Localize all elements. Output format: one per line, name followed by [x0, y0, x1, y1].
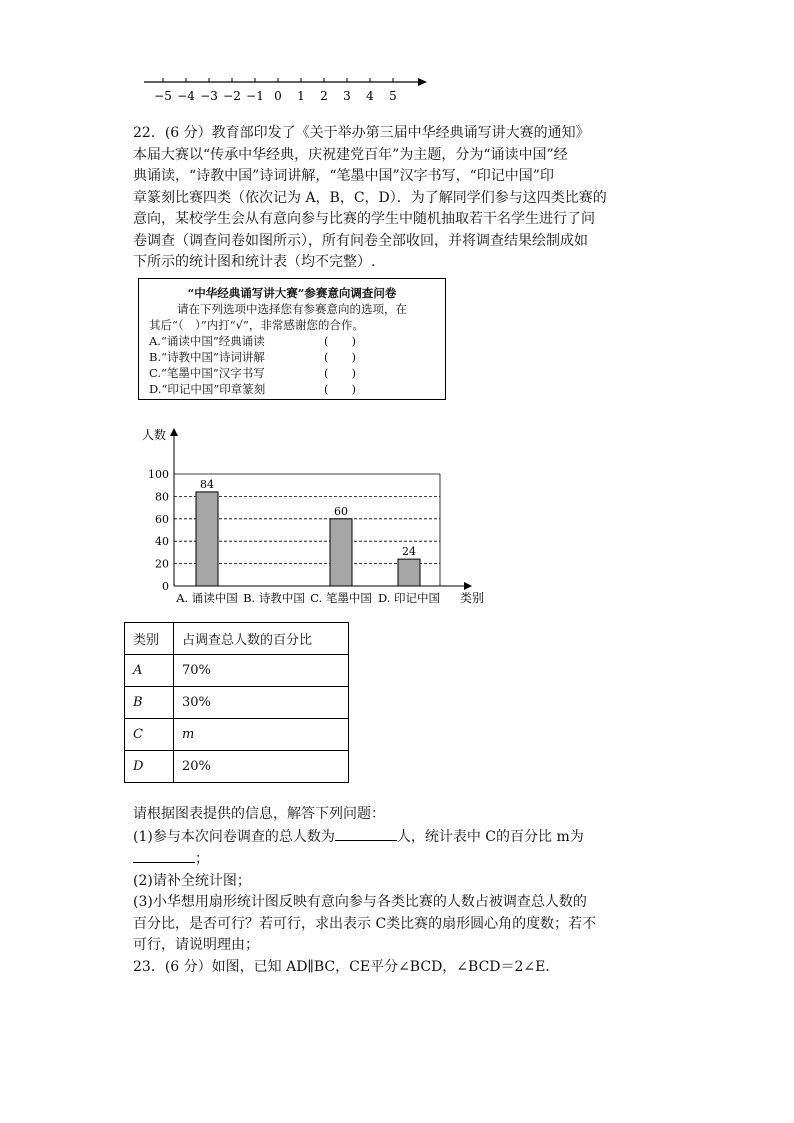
q1-part-b: 人，统计表中 C的百分比 m为: [396, 828, 584, 845]
option-label: D.“印记中国”印章篆刻: [149, 382, 266, 396]
x-tick-label: D. 印记中国: [377, 591, 441, 605]
y-tick-label: 60: [155, 512, 169, 526]
option-label: A.“诵读中国”经典诵读: [149, 334, 265, 348]
answer-blank: [335, 826, 397, 841]
questions-block: [133, 804, 673, 978]
table-cell: C: [125, 719, 174, 751]
table-cell: 30%: [174, 687, 349, 719]
bar-value-label: 84: [200, 477, 214, 491]
question-3-line: (3)小华想用扇形统计图反映有意向参与各类比赛的人数占被调查总人数的: [133, 894, 587, 910]
survey-option-d: [149, 381, 435, 397]
q22-line: 本届大赛以“传承中华经典，庆祝建党百年”为主题，分为“诵读中国”经: [133, 146, 568, 163]
number-line-label: 4: [366, 89, 374, 103]
table-cell: 70%: [174, 655, 349, 687]
bar: [330, 519, 352, 586]
q1-part-a: (1)参与本次问卷调查的总人数为: [133, 828, 335, 845]
table-cell: m: [174, 719, 349, 751]
y-axis-arrow: [170, 428, 178, 436]
x-axis-arrow: [464, 582, 472, 590]
number-line-label: −5: [154, 89, 172, 103]
option-paren: ( ): [324, 382, 356, 396]
q22-line: 卷调查（调查问卷如图所示），所有问卷全部收回，并将调查结果绘制成如: [133, 232, 588, 249]
answer-blank: [133, 848, 195, 863]
survey-intro-1: 请在下列选项中选择您有参赛意向的选项，在: [177, 302, 407, 316]
table-cell: A: [125, 655, 174, 687]
option-paren: ( ): [324, 366, 356, 380]
y-tick-label: 80: [155, 490, 169, 504]
q1-end: ；: [195, 851, 209, 867]
y-tick-label: 100: [148, 468, 169, 481]
number-line-label: 2: [320, 89, 328, 103]
x-axis-label: 类别: [460, 591, 485, 605]
table-row: [125, 655, 349, 687]
question-22-text: [133, 123, 673, 274]
table-row: [125, 719, 349, 751]
survey-title: “中华经典诵写讲大赛”参赛意向调查问卷: [187, 286, 397, 300]
question-23: 23．(6 分）如图，已知 AD∥BC，CE平分∠BCD，∠BCD＝2∠E．: [133, 958, 560, 975]
number-line-label: 3: [343, 89, 351, 103]
questions-intro: 请根据图表提供的信息，解答下列问题：: [133, 806, 385, 822]
number-line-label: −2: [223, 89, 241, 103]
q22-line: 22．(6 分）教育部印发了《关于举办第三届中华经典诵写讲大赛的通知》: [133, 125, 590, 141]
bar-chart: [138, 424, 498, 614]
question-1: [133, 826, 673, 849]
y-tick-label: 20: [155, 557, 169, 571]
option-paren: ( ): [324, 334, 356, 348]
bar: [398, 559, 420, 586]
table-row: [125, 751, 349, 783]
question-2: (2)请补全统计图；: [133, 872, 251, 889]
q22-line: 下所示的统计图和统计表（均不完整）.: [133, 254, 376, 270]
bar-value-label: 60: [334, 504, 348, 518]
bar: [196, 492, 218, 586]
x-tick-label: A. 诵读中国: [176, 591, 238, 605]
table-header: 占调查总人数的百分比: [174, 623, 349, 655]
y-axis-label: 人数: [142, 428, 167, 442]
number-line-label: 0: [274, 89, 282, 103]
table-cell: 20%: [174, 751, 349, 783]
y-tick-label: 0: [162, 580, 169, 593]
number-line-label: −1: [246, 89, 264, 103]
number-line-label: −3: [200, 89, 218, 103]
option-label: C.“笔墨中国”汉字书写: [149, 366, 265, 380]
option-paren: ( ): [324, 350, 356, 364]
survey-option-c: [149, 365, 435, 381]
option-label: B.“诗教中国”诗词讲解: [149, 350, 265, 364]
bar-value-label: 24: [402, 545, 416, 559]
question-1-cont: [133, 848, 673, 871]
table-cell: B: [125, 687, 174, 719]
q22-line: 意向，某校学生会从有意向参与比赛的学生中随机抽取若干名学生进行了问: [133, 211, 595, 227]
q22-line: 章篆刻比赛四类（依次记为 A，B，C，D）．为了解同学们参与这四类比赛的: [133, 189, 607, 206]
table-cell: D: [125, 751, 174, 783]
survey-intro-2: 其后“（ ）”内打“√”，非常感谢您的合作。: [149, 318, 364, 332]
number-line-label: 5: [389, 89, 397, 103]
number-line-label: 1: [297, 89, 305, 103]
table-header-row: [125, 623, 349, 655]
y-tick-label: 40: [155, 535, 169, 549]
survey-option-a: [149, 333, 435, 349]
stat-table: [124, 622, 349, 783]
table-header: 类别: [125, 623, 174, 655]
question-3-line: 百分比，是否可行？若可行，求出表示 C类比赛的扇形圆心角的度数；若不: [133, 915, 597, 932]
number-line-label: −4: [177, 89, 195, 103]
q22-line: 典诵读，“诗教中国”诗词讲解，“笔墨中国”汉字书写，“印记中国”印: [133, 168, 554, 184]
x-tick-label: B. 诗教中国: [243, 591, 305, 605]
survey-questionnaire: [138, 278, 446, 400]
x-tick-label: C. 笔墨中国: [310, 591, 372, 605]
table-row: [125, 687, 349, 719]
number-line: [138, 70, 428, 106]
question-3-line: 可行，请说明理由；: [133, 937, 259, 953]
survey-option-b: [149, 349, 435, 365]
